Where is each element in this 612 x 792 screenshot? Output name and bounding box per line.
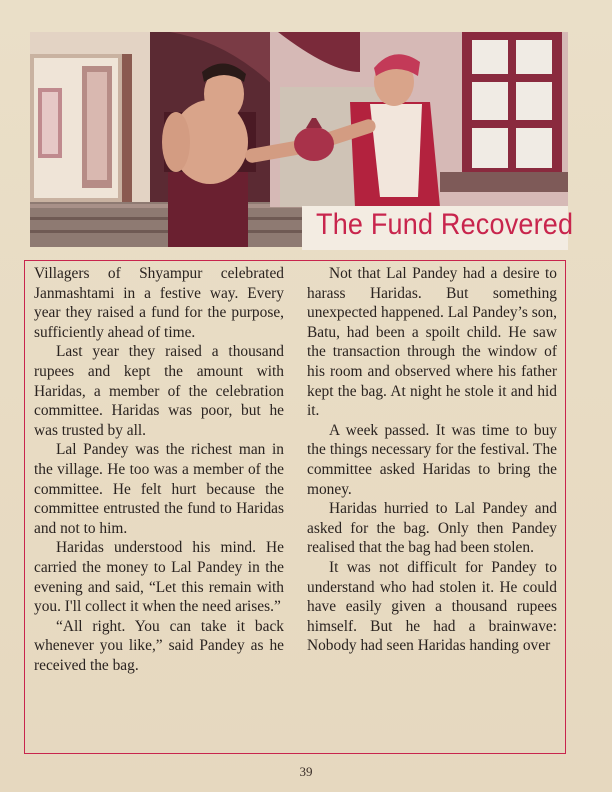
story-title: The Fund Recovered: [316, 208, 574, 241]
paragraph: Lal Pandey was the richest man in the village. He too was a member of the committee. He felt hurt because the committee entrusted the fund to Haridas and not to him.: [34, 441, 284, 537]
left-column: [34, 264, 284, 675]
paragraph: Not that Lal Pandey had a desire to harass Haridas. But something unexpected happened. Lal Pandey’s son, Batu, had been a spoilt child. He saw the transaction through the window of his room and observed where his father kept the bag. At night he stole it and hid it.: [307, 265, 557, 420]
paragraph: Last year they raised a thousand rupees and kept the amount with Haridas, a member of the celebration committee. Haridas was poor, but he was trusted by all.: [34, 343, 284, 439]
paragraph: Haridas understood his mind. He carried the money to Lal Pandey in the evening and said, “Let this remain with you. I'll collect it when the need arises.”: [34, 539, 284, 616]
paragraph: A week passed. It was time to buy the things necessary for the festival. The committee asked Haridas to bring the money.: [307, 421, 557, 498]
paragraph: “All right. You can take it back whenever you like,” said Pandey as he received the bag.: [34, 617, 284, 674]
right-column: [307, 264, 557, 656]
paragraph: Haridas hurried to Lal Pandey and asked for the bag. Only then Pandey realised that the bag had been stolen.: [307, 500, 557, 557]
paragraph: Villagers of Shyampur celebrated Janmashtami in a festive way. Every year they raised a fund for the purpose, sufficiently ahead of time.: [34, 265, 284, 341]
paragraph: It was not difficult for Pandey to understand who had stolen it. He could have easily given a thousand rupees himself. But he had a brainwave: Nobody had seen Haridas handing over: [307, 558, 557, 655]
page-number: 39: [299, 764, 313, 779]
